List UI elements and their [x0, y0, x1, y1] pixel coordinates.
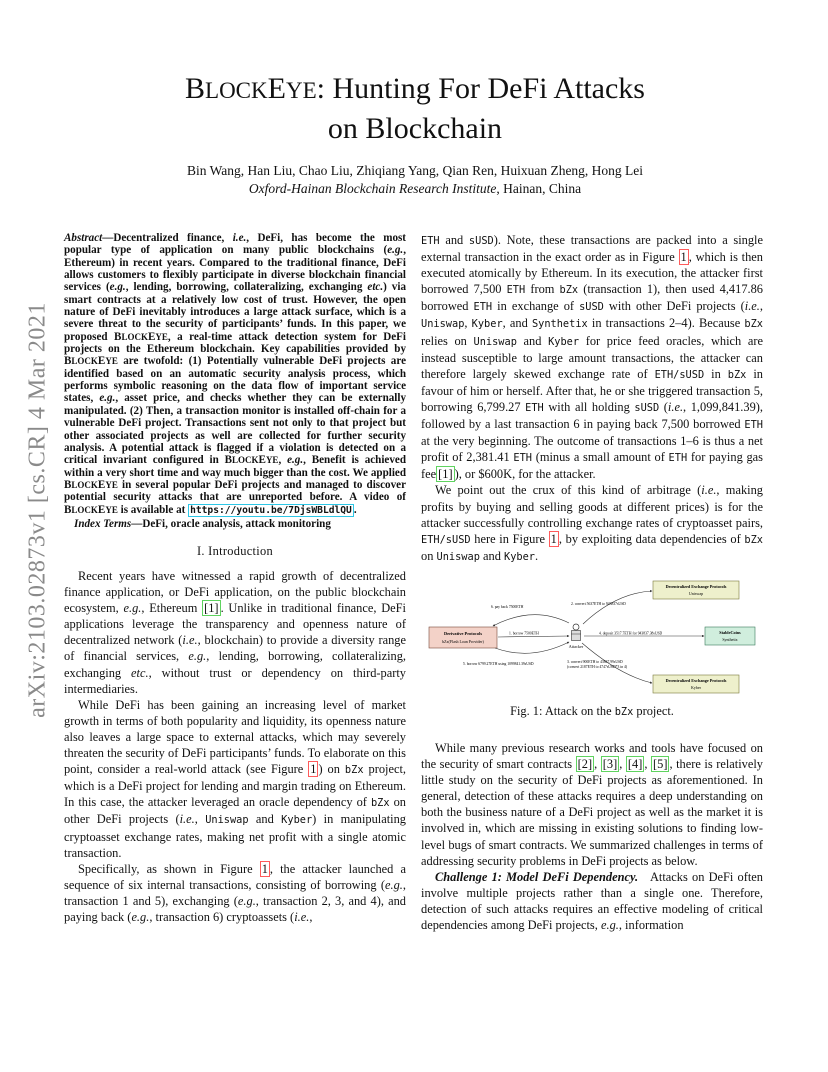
body-paragraph: Specifically, as shown in Figure 1 , the attacker launched a sequence of six internal transactions, consisting of borrowing (e.g., transaction 1 and 5), exchanging (e.g., transaction 2, 3, and 4), and paying back (e.g., transaction 6) cryptoassets (i.e., [64, 861, 406, 924]
citation-link[interactable]: [4] [627, 757, 643, 772]
figure-ref-link[interactable]: 1 [310, 762, 317, 777]
edge-label: 2. convert 5637ETH to 943837sUSD [571, 601, 626, 606]
edge-label: 4. deposit 3517.7ETH for 943837.38sUSD [599, 631, 663, 636]
attack-diagram-figure [421, 579, 763, 694]
index-terms: Index Terms—DeFi, oracle analysis, attack monitoring [74, 517, 331, 530]
body-paragraph: Recent years have witnessed a rapid growth of decentralized finance application, or DeFi application, on the public blockchain ecosystem, e.g., Ethereum [1] . Unlike in traditional finance, DeFi applications leverage the transparency and openness nature of decentralized network (i.e., blockchain) to provide a diversity range of financial services, e.g., lending, borrowing, collateralizing, exchanging etc., without trust or dependency on third-party intermediaries. [64, 569, 406, 696]
citation-link[interactable]: [1] [438, 467, 453, 482]
body-paragraph: ETH and sUSD). Note, these transactions are packed into a single external transaction in the exact order as in Figure 1 , which is then executed atomically by Ethereum. In its execution, the attacker first borrowed 7,500 ETH from bZx (transaction 1), then used 4,417.86 borrowed ETH in exchange of sUSD with other DeFi projects (i.e., Uniswap, Kyber, and Synthetix in transactions 2–4). Because bZx relies on Uniswap and Kyber for price feed oracles, which are instead susceptible to large amount transactions, the attacker can therefore largely skewed exchange rate of ETH/sUSD in bZx in favour of him or herself. After that, he or she triggered transaction 5, borrowing 6,799.27 ETH with all holding sUSD (i.e., 1,099,841.39), followed by a last transaction 6 in paying back 7,500 borrowed ETH at the very beginning. The outcome of transactions 1–6 is thus a net profit of 2,381.41 ETH (minus a small amount of ETH for paying gas fee [1] ), or $600K, for the attacker. [421, 233, 764, 482]
attacker-icon [571, 624, 581, 641]
node-label: Decentralized Exchange Protocols [665, 583, 727, 589]
node-label: StableCoins [719, 629, 741, 635]
arxiv-stamp: arXiv:2103.02873v1 [cs.CR] 4 Mar 2021 [24, 302, 51, 718]
author-list: Bin Wang, Han Liu, Chao Liu, Zhiqiang Yang, Qian Ren, Huixuan Zheng, Hong Lei [186, 163, 644, 178]
citation-link[interactable]: [1] [204, 601, 219, 616]
node-label: Derivative Protocols [443, 630, 483, 636]
citation-link[interactable]: [2] [577, 757, 593, 772]
node-label: Decentralized Exchange Protocols [665, 677, 727, 683]
node-label: Uniswap [688, 590, 704, 596]
body-paragraph: Challenge 1: Model DeFi Dependency. Attacks on DeFi often involve multiple projects rather than a single one. Therefore, detection of such attacks requires an effective modeling of critical dependencies among DeFi projects, e.g., information [421, 869, 763, 932]
left-column [64, 232, 406, 925]
edge-label: (convert 2187ETH to 4747sUSD*3 in 4) [567, 664, 628, 669]
figure-ref-link[interactable]: 1 [550, 531, 557, 546]
section-heading-introduction: I. Introduction [196, 543, 274, 558]
abstract: Abstract—Decentralized finance, i.e., DeFi, has become the most popular type of application on many public blockchains (e.g., Ethereum) in recent years. Compared to the traditional finance, DeFi allows customers to flexibly participate in diverse blockchain financial services (e.g., lending, borrowing, collateralizing, exchanging etc.) via smart contracts at a relatively low cost of trust. However, the open nature of DeFi inevitably introduces a large attack surface, which is a severe threat to the security of participants’ funds. In this paper, we proposed BLOCKEYE, a real-time attack detection system for DeFi projects on the Ethereum blockchain. Key capabilities provided by BLOCKEYE are twofold: (1) Potentially vulnerable DeFi projects are identified based on an automatic security analysis process, which performs symbolic reasoning on the data flow of important service states, e.g., asset price, and checks whether they can be externally manipulated. (2) Then, a transaction monitor is installed off-chain for a vulnerable DeFi project. Transactions sent not only to that project but other associated projects as well are collected for further security analysis. A potential attack is flagged if a violation is detected on a critical invariant configured in BLOCKEYE, e.g., Benefit is achieved within a very short time and way much bigger than the cost. We applied BLOCKEYE in several popular DeFi projects and managed to discover potential security attacks that are unreported before. A video of BLOCKEYE is available at https://youtu.be/7DjsWBLdlQU . [64, 232, 407, 516]
video-link[interactable]: https://youtu.be/7DjsWBLdlQU [190, 504, 352, 516]
node-label: Attacker [568, 643, 584, 649]
edge-label: 3. convert 900ETH to 43847.99sUSD [567, 659, 623, 664]
figure-ref-link[interactable]: 1 [680, 250, 687, 265]
citation-link[interactable]: [5] [653, 757, 668, 772]
right-column [421, 232, 763, 933]
body-paragraph: We point out the crux of this kind of arbitrage (i.e., making profits by buying and selling goods at different prices) is for the attacker successfully controlling exchange rates of cryptoasset pairs, ETH/sUSD here in Figure 1 , by exploiting data dependencies of bZx on Uniswap and Kyber. [421, 483, 763, 563]
node-label: bZx(Flash Loan Provider) [442, 638, 484, 644]
edge-label: 1. borrow 7500ETH [509, 631, 539, 636]
figure-ref-link[interactable]: 1 [261, 861, 268, 876]
node-label: Kyber [691, 684, 701, 690]
edge-label: 6. pay back 7500ETH [491, 604, 524, 609]
body-paragraph: While many previous research works and tools have focused on the security of smart contracts [2] , [3] , [4] , [5] , there is relatively little study on the security of DeFi projects as aforementioned. In general, detection of these attacks requires a deep understanding on both the business nature of a DeFi project as well as the market it is involved in, which are missing in existing solutions to finding low-level bugs of smart contracts. We summarized challenges in terms of addressing security problems in DeFi projects as below. [421, 740, 764, 868]
body-paragraph: While DeFi has been gaining an increasing level of market growth in terms of both popularity and liquidity, its openness nature also leaves a large space to external attacks, which may severely threaten the security of DeFi participants’ funds. To elaborate on this point, consider a real-world attack (see Figure 1 ) on bZx project, which is a DeFi project for lending and margin trading on Ethereum. In this case, the attacker leveraged an oracle dependency of bZx on other DeFi projects (i.e., Uniswap and Kyber) in manipulating cryptoasset exchange rates, making net profit with a single atomic transaction. [64, 697, 406, 860]
node-label: Synthetix [722, 636, 738, 642]
citation-link[interactable]: [3] [602, 757, 618, 772]
edge-label: 5. borrow 6799.27ETH using 1099841.39sUSD [463, 661, 534, 666]
paper-title: BLOCKEYE: Hunting For DeFi Attacks on Blockchain [185, 72, 645, 145]
figure-caption: Fig. 1: Attack on the bZx project. [510, 703, 674, 718]
affiliation: Oxford-Hainan Blockchain Research Institute, Hainan, China [248, 181, 582, 196]
